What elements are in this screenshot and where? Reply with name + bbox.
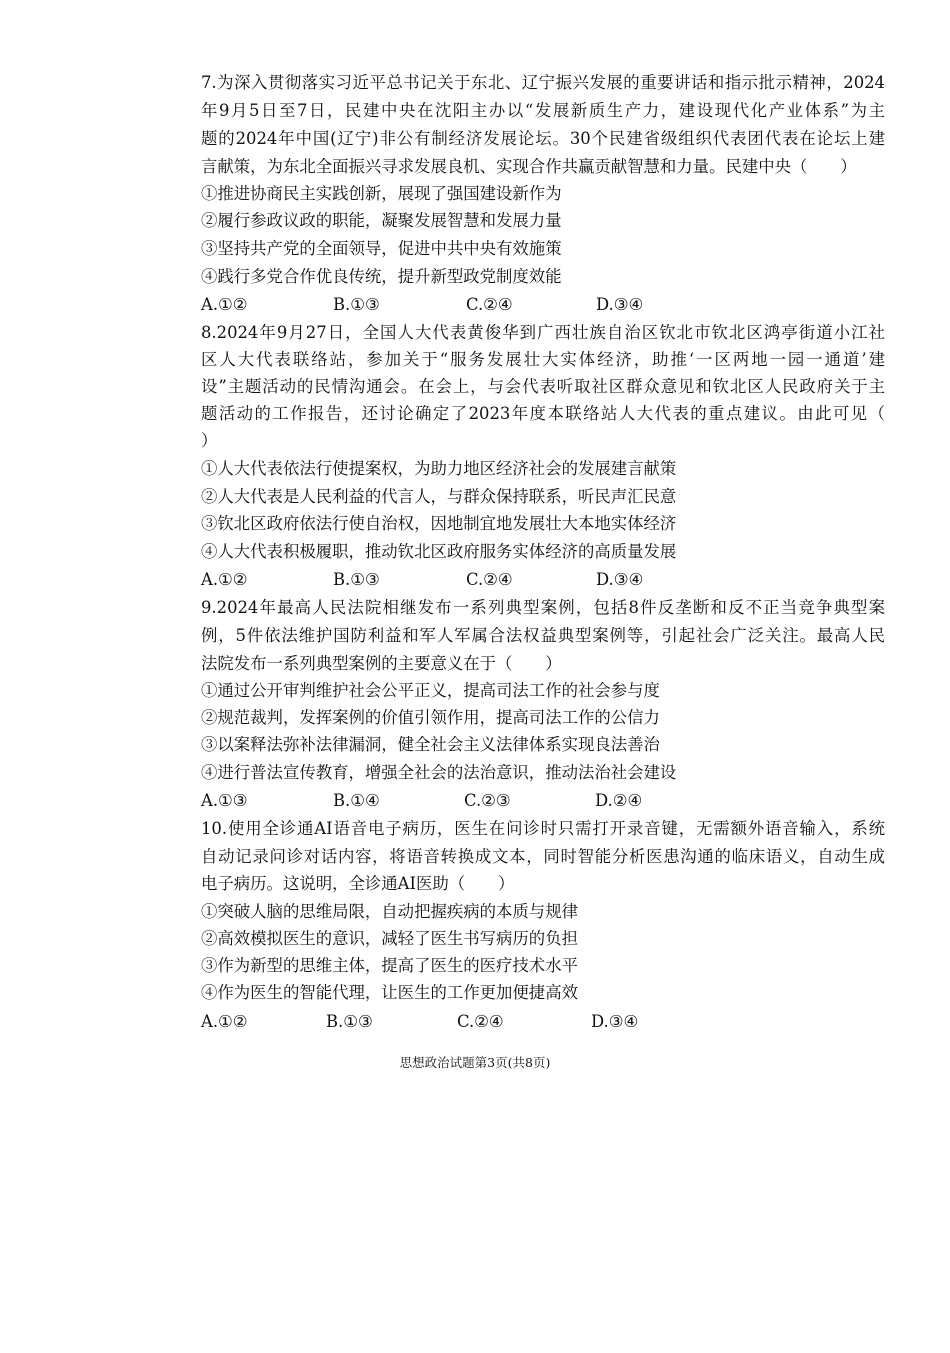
answer-choice-b: B.①③ [333,570,380,589]
answer-choice-b: B.①③ [333,295,380,314]
question-stem-line: 自动记录问诊对话内容，将语音转换成文本，同时智能分析医患沟通的临床语义，自动生成 [201,847,885,866]
answer-choice-a: A.①② [201,1012,248,1031]
statement-option: ③钦北区政府依法行使自治权，因地制宜地发展壮大本地实体经济 [201,514,677,533]
answer-choice-d: D.③④ [596,295,644,314]
statement-option: ②人大代表是人民利益的代言人，与群众保持联系，听民声汇民意 [201,487,677,506]
statement-option: ②规范裁判，发挥案例的价值引领作用，提高司法工作的公信力 [201,708,660,727]
question-stem-line: 电子病历。这说明，全诊通AI医助（ ） [201,874,515,893]
statement-option: ④作为医生的智能代理，让医生的工作更加便捷高效 [201,983,578,1002]
question-stem-line: 年9月5日至7日，民建中央在沈阳主办以“发展新质生产力，建设现代化产业体系”为主 [201,101,885,120]
statement-option: ③作为新型的思维主体，提高了医生的医疗技术水平 [201,956,578,975]
question-stem-line: 区人大代表联络站，参加关于“服务发展壮大实体经济，助推‘一区两地一园一通道’建 [201,350,885,369]
answer-choice-a: A.①③ [201,791,248,810]
answer-choice-c: C.②④ [466,570,513,589]
question-stem-line: 题活动的工作报告，还讨论确定了2023年度本联络站人大代表的重点建议。由此可见（ [201,404,885,423]
statement-option: ①通过公开审判维护社会公平正义，提高司法工作的社会参与度 [201,681,660,700]
question-stem-line: ） [201,431,218,450]
statement-option: ④人大代表积极履职，推动钦北区政府服务实体经济的高质量发展 [201,542,677,561]
statement-option: ④进行普法宣传教育，增强全社会的法治意识，推动法治社会建设 [201,763,677,782]
statement-option: ①推进协商民主实践创新，展现了强国建设新作为 [201,184,562,203]
question-stem-line: 言献策，为东北全面振兴寻求发展良机、实现合作共赢贡献智慧和力量。民建中央（ ） [201,157,857,176]
statement-option: ①人大代表依法行使提案权，为助力地区经济社会的发展建言献策 [201,459,677,478]
question-stem-line: 9.2024年最高人民法院相继发布一系列典型案例，包括8件反垄断和反不正当竞争典型案 [201,598,885,617]
answer-choice-b: B.①③ [326,1012,373,1031]
question-stem-line: 10.使用全诊通AI语音电子病历，医生在问诊时只需打开录音键，无需额外语音输入，系统 [201,819,885,838]
question-stem-line: 法院发布一系列典型案例的主要意义在于（ ） [201,654,562,673]
question-stem-line: 题的2024年中国(辽宁)非公有制经济发展论坛。30个民建省级组织代表团代表在论坛上建 [201,129,885,148]
answer-choice-d: D.③④ [596,570,644,589]
answer-choice-c: C.②④ [466,295,513,314]
statement-option: ④践行多党合作优良传统，提升新型政党制度效能 [201,267,562,286]
statement-option: ②履行参政议政的职能，凝聚发展智慧和发展力量 [201,211,562,230]
question-stem-line: 7.为深入贯彻落实习近平总书记关于东北、辽宁振兴发展的重要讲话和指示批示精神，2024 [201,73,885,92]
statement-option: ③坚持共产党的全面领导，促进中共中央有效施策 [201,239,562,258]
answer-choice-b: B.①④ [333,791,380,810]
answer-choice-a: A.①② [201,570,248,589]
statement-option: ③以案释法弥补法律漏洞，健全社会主义法律体系实现良法善治 [201,735,660,754]
question-stem-line: 设”主题活动的民情沟通会。在会上，与会代表听取社区群众意见和钦北区人民政府关于主 [201,377,885,396]
question-stem-line: 8.2024年9月27日，全国人大代表黄俊华到广西壮族自治区钦北市钦北区鸿亭街道小江社 [201,323,885,342]
answer-choice-d: D.②④ [595,791,643,810]
answer-choice-c: C.②③ [464,791,511,810]
statement-option: ②高效模拟医生的意识，减轻了医生书写病历的负担 [201,929,578,948]
answer-choice-d: D.③④ [591,1012,639,1031]
page-footer: 思想政治试题第3页(共8页) [399,1055,551,1070]
answer-choice-c: C.②④ [457,1012,504,1031]
question-stem-line: 例，5件依法维护国防利益和军人军属合法权益典型案例等，引起社会广泛关注。最高人民 [201,626,885,645]
statement-option: ①突破人脑的思维局限，自动把握疾病的本质与规律 [201,902,578,921]
answer-choice-a: A.①② [201,295,248,314]
